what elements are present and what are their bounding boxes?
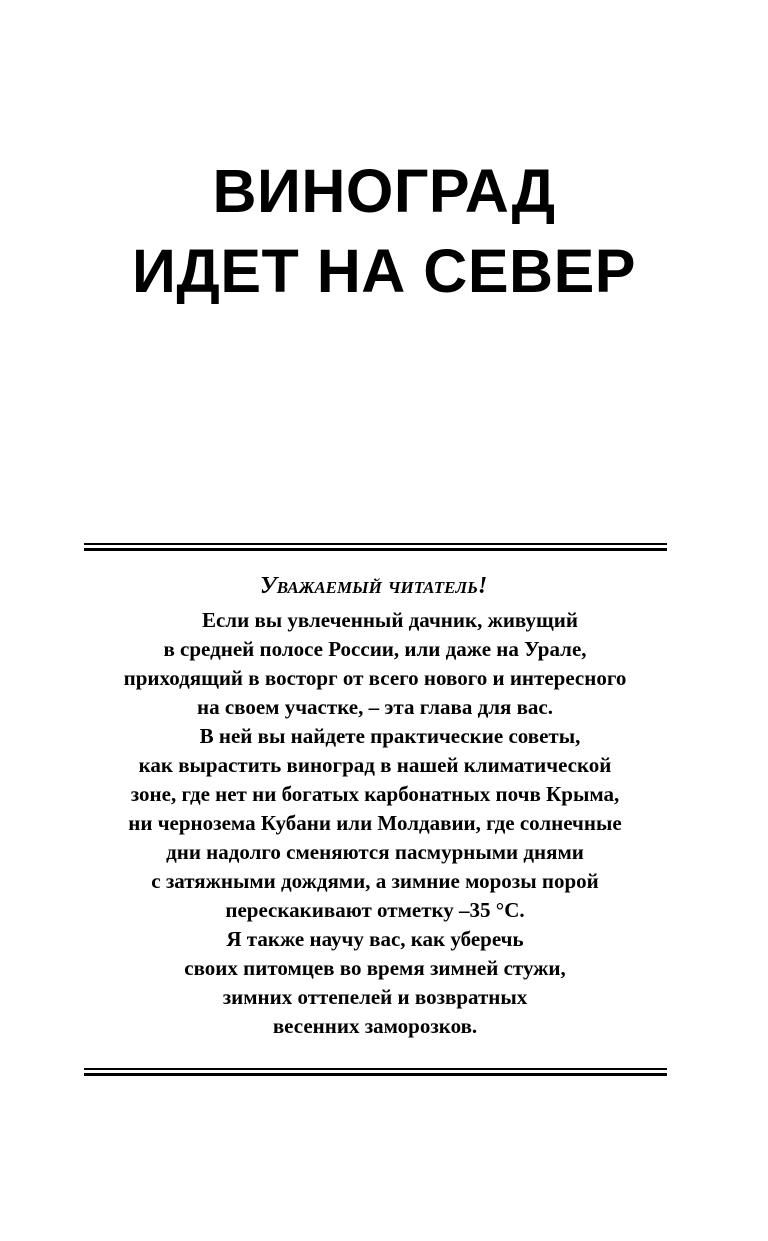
intro-line: дни надолго сменяются пасмурными днями [166, 840, 584, 864]
intro-line: зимних оттепелей и возвратных [222, 985, 528, 1009]
intro-line: своих питомцев во время зимней стужи, [184, 956, 566, 980]
top-double-rule [84, 543, 667, 551]
title-line-1: ВИНОГРАД [212, 156, 556, 225]
intro-line: в средней полосе России, или даже на Урале, [163, 637, 587, 661]
greeting: Уважаемый читатель! [260, 573, 488, 599]
intro-line: на своем участке, – эта глава для вас. [196, 695, 554, 719]
intro-line: перескакивают отметку –35 °С. [225, 898, 525, 922]
intro-line: ни чернозема Кубани или Молдавии, где солнечные [128, 811, 622, 835]
intro-line: как вырастить виноград в нашей климатической [138, 753, 612, 777]
intro-line: приходящий в восторг от всего нового и интересного [123, 666, 627, 690]
intro-line: с затяжными дождями, а зимние морозы порой [151, 869, 599, 893]
intro-line: Я также научу вас, как уберечь [226, 927, 524, 951]
intro-line: Если вы увлеченный дачник, живущий [201, 608, 578, 632]
title-line-2: ИДЕТ НА СЕВЕР [132, 236, 636, 305]
intro-line: зоне, где нет ни богатых карбонатных почв Крыма, [130, 782, 620, 806]
intro-line: В ней вы найдете практические советы, [199, 724, 581, 748]
intro-text [70, 606, 680, 1041]
page-title [0, 151, 768, 311]
bottom-double-rule [84, 1068, 667, 1076]
intro-line: весенних заморозков. [272, 1014, 478, 1038]
